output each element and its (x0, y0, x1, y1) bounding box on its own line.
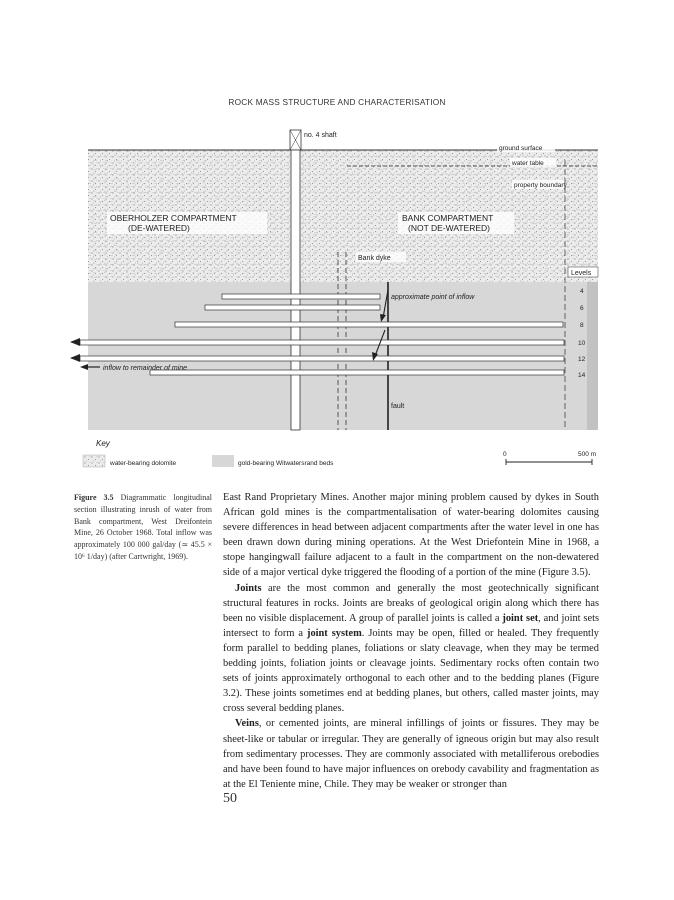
level-number: 10 (578, 340, 586, 347)
fault-label: fault (391, 403, 405, 410)
body-text (223, 490, 599, 792)
oberholzer-compartment-label: OBERHOLZER COMPARTMENT (110, 213, 237, 223)
level-8-drive (175, 322, 563, 327)
level-number: 4 (580, 288, 584, 295)
property-boundary-label: property boundary (514, 182, 567, 189)
scale-max: 500 m (578, 451, 597, 458)
term-joint-system: joint system (306, 627, 362, 639)
inflow-point-label: approximate point of inflow (391, 294, 475, 301)
level-number: 12 (578, 356, 586, 363)
shaft-label: no. 4 shaft (304, 132, 337, 139)
level-number: 6 (580, 305, 584, 312)
term-veins: Veins (235, 718, 259, 730)
paragraph: Joints are the most common and generally the most geotechnically significant structural features in rocks. Joints are breaks of geological origin along which there has been no visible displacement. A group of parallel joints is called a joint set, and joint sets intersect to form a joint system. Joints may be open, filled or healed. They frequently form parallel to bedding planes, foliations or slaty cleavage, when they may be termed bedding joints, foliation joints or cleavage joints. Sedimentary rocks often contain two sets of joints approximately orthogonal to each other and to the bedding planes (Figure 3.2). These joints sometimes end at bedding planes, but others, called master joints, may cross several bedding planes. (223, 582, 599, 715)
bank-compartment-label: BANK COMPARTMENT (402, 213, 494, 223)
term-joint-set: joint set (502, 612, 539, 624)
figure-caption (74, 492, 212, 563)
term-joints: Joints (235, 582, 262, 594)
inflow-arrowhead-top (70, 338, 80, 346)
figure-label: Figure 3.5 (74, 493, 114, 502)
shaft (291, 150, 300, 430)
scale-zero: 0 (503, 451, 507, 458)
key-beds-label: gold-bearing Witwatersrand beds (238, 460, 334, 467)
inflow-remainder-label: inflow to remainder of mine (103, 365, 188, 372)
water-table-label: water table (512, 160, 544, 167)
level-number: 8 (580, 322, 584, 329)
inflow-remainder-arrowhead (80, 364, 88, 370)
level-4-drive (222, 294, 380, 299)
key-dolomite-swatch (83, 455, 105, 467)
running-header: ROCK MASS STRUCTURE AND CHARACTERISATION (228, 97, 446, 107)
ground-surface-label: ground surface (499, 145, 543, 152)
levels-label: Levels (571, 270, 592, 277)
page-number: 50 (223, 791, 237, 806)
figure-caption-text: Diagrammatic longitudinal section illustrating inrush of water from Bank compartment, West Dreifontein Mine, 26 October 1968. Total inflow was approximately 100 000 gal/day (≃ 45.5 × 10⁶ 1/day) (after Cartwright, 1969). (74, 493, 213, 561)
level-6-drive (205, 305, 380, 310)
level-14-drive (150, 370, 564, 375)
paragraph: Veins, or cemented joints, are mineral infillings of joints or fissures. They may be sheet-like or tabular or irregular. They are generally of igneous origin but may also result from sedimentary processes. They are commonly associated with metalliferous orebodies and have been found to have major influences on orebody cavability and fragmentation as at the El Teniente mine, Chile. They may be weaker or stronger than (223, 718, 599, 790)
level-number: 14 (578, 372, 586, 379)
level-10-drive (80, 340, 564, 345)
inflow-arrowhead-bottom (70, 354, 80, 362)
key-dolomite-label: water-bearing dolomite (110, 460, 177, 467)
oberholzer-status-label: (DE-WATERED) (128, 223, 190, 233)
bank-status-label: (NOT DE-WATERED) (408, 223, 491, 233)
bank-dyke-label: Bank dyke (358, 255, 391, 262)
key-title: Key (96, 439, 110, 448)
level-12-drive (80, 356, 564, 361)
paragraph: East Rand Proprietary Mines. Another major mining problem caused by dykes in South African gold mines is the compartmentalisation of water-bearing dolomites causing severe differences in head between adjacent compartments after the water level in one has been drawn down during mining operations. At the West Driefontein Mine in 1968, a stope hangingwall failure adjacent to a fault in the compartment on the non-dewatered side of a major vertical dyke triggered the flooding of a portion of the mine (Figure 3.5). (223, 492, 599, 579)
key-beds-swatch (212, 455, 234, 467)
